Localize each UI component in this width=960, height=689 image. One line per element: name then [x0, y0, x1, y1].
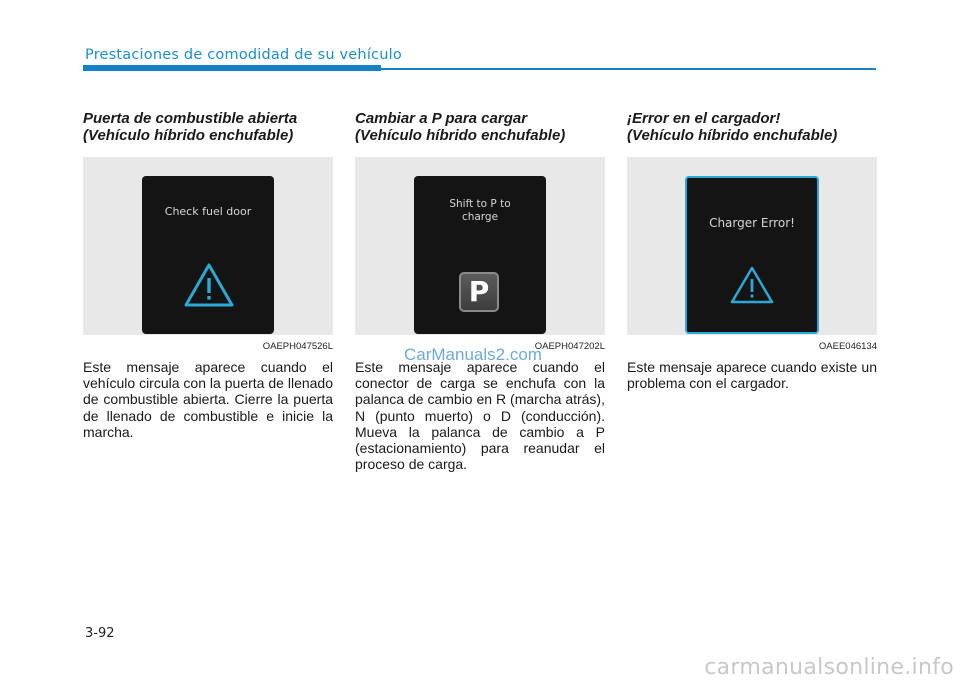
page-number: 3-92 — [85, 626, 115, 641]
section-shift-to-p — [355, 110, 605, 472]
cluster-screen — [414, 176, 546, 334]
screen-message-line-1: Shift to P to — [449, 198, 511, 210]
footer-watermark: carmanualsonline.info — [704, 655, 954, 680]
heading-line-1: Cambiar a P para cargar — [355, 110, 528, 127]
heading-line-1: Puerta de combustible abierta — [83, 110, 298, 127]
figure-code: OAEPH047202L — [531, 341, 605, 352]
cluster-display-figure — [627, 157, 877, 352]
section-fuel-door — [83, 110, 333, 440]
section-body: Este mensaje aparece cuando el conector de carga se enchufa con la palanca de cambio en R (marcha atrás), N (punto muerto) o D (conducción). Mueva la palanca de cambio a P (estacionamiento) para reanudar el proceso de carga. — [355, 359, 605, 473]
screen-message — [414, 198, 546, 224]
cluster-screen — [142, 176, 274, 334]
section-heading — [83, 110, 333, 150]
heading-line-2: (Vehículo híbrido enchufable) — [627, 127, 838, 144]
header-rule — [381, 68, 876, 70]
cluster-display-figure — [355, 157, 605, 352]
section-charger-error — [627, 110, 877, 391]
park-gear-icon: P — [459, 272, 499, 312]
heading-line-2: (Vehículo híbrido enchufable) — [83, 127, 294, 144]
figure-code: OAEE046134 — [815, 341, 877, 352]
warning-triangle-icon — [183, 262, 235, 308]
site-watermark: CarManuals2.com — [404, 345, 542, 364]
figure-code: OAEPH047526L — [259, 341, 333, 352]
section-heading — [627, 110, 877, 150]
cluster-screen — [685, 176, 819, 334]
section-body: Este mensaje aparece cuando existe un problema con el cargador. — [627, 359, 877, 392]
heading-line-2: (Vehículo híbrido enchufable) — [355, 127, 566, 144]
screen-message-line-2: charge — [461, 211, 499, 223]
section-body: Este mensaje aparece cuando el vehículo circula con la puerta de llenado de combustible abierta. Cierre la puerta de llenado de combustible e inicie la marcha. — [83, 359, 333, 440]
header-accent-bar — [83, 65, 381, 71]
cluster-display-figure — [83, 157, 333, 352]
screen-message: Charger Error! — [709, 216, 795, 230]
heading-line-1: ¡Error en el cargador! — [627, 110, 781, 127]
screen-message: Check fuel door — [164, 205, 252, 218]
section-header-title: Prestaciones de comodidad de su vehículo — [85, 47, 402, 63]
warning-triangle-icon — [729, 265, 775, 305]
section-heading — [355, 110, 605, 150]
